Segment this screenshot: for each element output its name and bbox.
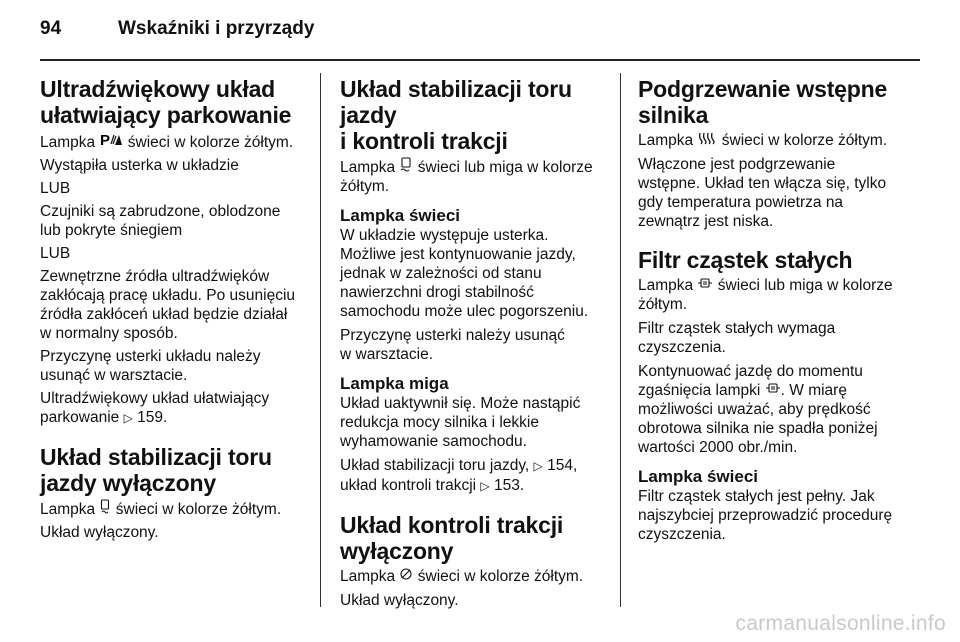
paragraph: LUB [40,245,71,262]
paragraph: Wystąpiła usterka w układzie [40,157,239,174]
column-2 [340,76,610,615]
page-number: 94 [40,18,62,39]
heading-esp-tc: Układ stabilizacji toru jazdy i kontroli trakcji [340,76,572,154]
paragraph: W układzie występuje usterka. Możliwe jest kontynuowanie jazdy, jednak w zależności od stanu nawierzchni drogi stabilność samochodu może ulec pogorszeniu. [340,227,589,320]
paragraph: Lampka świeci w kolorze żółtym. [340,568,584,585]
paragraph: Kontynuować jazdę do momentu zgaśnięcia lampki . W miarę możliwości uważać, aby prędkość obrotowa silnika nie spadła poniżej wartości 2000 obr./min. [638,363,878,456]
page-header [40,12,920,52]
column-divider-2 [620,73,621,607]
paragraph: Układ wyłączony. [340,592,459,609]
paragraph: Włączone jest podgrzewanie wstępne. Układ ten włącza się, tylko gdy temperatura powietrza na zewnątrz jest niska. [638,156,887,230]
page-reference-icon: ▷ [533,459,543,473]
paragraph: Zewnętrzne źródła ultradźwięków zakłócają pracę układu. Po usunięciu źródła zakłóceń układ będzie działał w normalny sposób. [40,268,296,342]
parking-sensor-icon [99,131,123,152]
traction-control-off-icon [399,567,413,586]
paragraph: Lampka P świeci w kolorze żółtym. [40,132,294,151]
paragraph: Układ wyłączony. [40,524,159,541]
page-title: Wskaźniki i przyrządy [118,18,315,39]
page-reference-icon: ▷ [480,479,490,493]
heading-dpf: Filtr cząstek stałych [638,247,853,273]
paragraph: Filtr cząstek stałych jest pełny. Jak najszybciej przeprowadzić procedurę czyszczenia. [638,488,893,543]
paragraph: Układ stabilizacji toru jazdy, ▷ 154, układ kontroli trakcji ▷ 153. [340,457,578,494]
heading-lamp-blink: Lampka miga [340,374,449,393]
paragraph: Lampka świeci w kolorze żółtym. [40,501,282,518]
heading-lamp-on: Lampka świeci [638,467,759,486]
page-reference-icon: ▷ [123,411,133,425]
heading-parking-assist: Ultradźwiękowy układ ułatwiający parkowanie [40,76,292,128]
column-divider-1 [320,73,321,607]
column-3 [638,76,920,549]
particle-filter-icon [765,381,781,400]
page-reference[interactable]: 153. [493,477,525,494]
paragraph: Układ uaktywnił się. Może nastąpić redukcja mocy silnika i lekkie wyhamowanie samochodu. [340,395,581,450]
watermark: carmanualsonline.info [735,612,946,635]
particle-filter-icon [697,276,713,295]
page-reference[interactable]: 159. [137,409,168,426]
paragraph: Lampka świeci w kolorze żółtym. [638,132,888,149]
paragraph: LUB [40,180,71,197]
paragraph: Ultradźwiękowy układ ułatwiający parkowanie ▷ 159. [40,390,270,426]
heading-tc-off: Układ kontroli trakcji wyłączony [340,512,564,564]
paragraph: Lampka świeci lub miga w kolorze żółtym. [340,159,593,195]
heading-glow-plug: Podgrzewanie wstępne silnika [638,76,888,128]
header-divider [40,59,920,61]
column-1 [40,76,305,546]
esp-icon [399,157,413,177]
heading-esp-off: Układ stabilizacji toru jazdy wyłączony [40,444,272,496]
page-reference[interactable]: 154, [547,457,578,474]
heading-lamp-on: Lampka świeci [340,206,461,225]
esp-off-icon [99,499,111,519]
paragraph: Czujniki są zabrudzone, oblodzone lub pokryte śniegiem [40,203,281,239]
paragraph: Lampka świeci lub miga w kolorze żółtym. [638,277,893,313]
paragraph: Przyczynę usterki układu należy usunąć w warsztacie. [40,348,261,384]
svg-text:P: P [100,132,111,147]
paragraph: Filtr cząstek stałych wymaga czyszczenia. [638,320,836,356]
paragraph: Przyczynę usterki należy usunąć w warsztacie. [340,327,565,363]
glow-plug-icon [697,131,717,150]
